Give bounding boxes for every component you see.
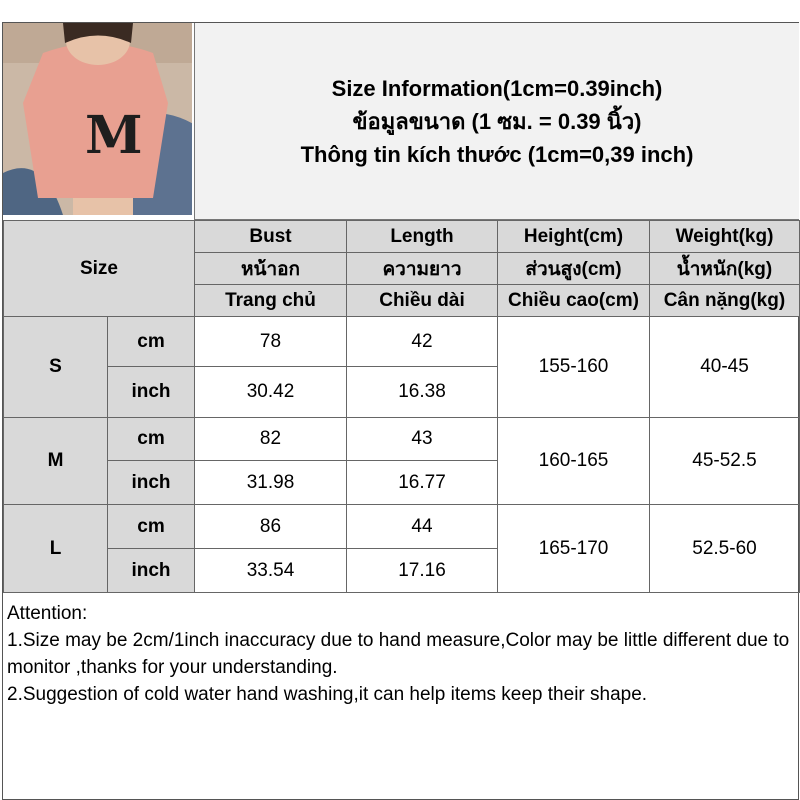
product-photo-illustration — [3, 23, 192, 215]
table-row — [4, 418, 800, 461]
col-bust-en: Bust — [195, 221, 347, 253]
unit-inch: inch — [108, 367, 195, 418]
size-label-l: L — [4, 505, 108, 593]
col-length-en: Length — [347, 221, 498, 253]
col-height-th: ส่วนสูง(cm) — [498, 253, 650, 285]
note-measurement: 1.Size may be 2cm/1inch inaccuracy due to hand measure,Color may be little different due to monitor ,thanks for your understanding. — [7, 630, 790, 678]
col-bust-th: หน้าอก — [195, 253, 347, 285]
unit-cm: cm — [108, 418, 195, 461]
size-info-header — [194, 23, 799, 220]
length-cm-cell: 43 — [347, 418, 498, 461]
col-length-th: ความยาว — [347, 253, 498, 285]
length-inch-cell: 16.77 — [347, 461, 498, 505]
length-inch-cell: 17.16 — [347, 549, 498, 593]
weight-cell: 52.5-60 — [650, 505, 800, 593]
table-row — [4, 505, 800, 549]
weight-cell: 45-52.5 — [650, 418, 800, 505]
header-line-vietnamese: Thông tin kích thước (1cm=0,39 inch) — [300, 141, 694, 167]
bust-cm-cell: 78 — [195, 317, 347, 367]
unit-cm: cm — [108, 505, 195, 549]
note-washing: 2.Suggestion of cold water hand washing,it can help items keep their shape. — [7, 684, 648, 705]
weight-cell: 40-45 — [650, 317, 800, 418]
bust-inch-cell: 30.42 — [195, 367, 347, 418]
length-cm-cell: 42 — [347, 317, 498, 367]
col-weight-en: Weight(kg) — [650, 221, 800, 253]
col-bust-vi: Trang chủ — [195, 285, 347, 317]
bust-inch-cell: 33.54 — [195, 549, 347, 593]
unit-cm: cm — [108, 317, 195, 367]
height-cell: 155-160 — [498, 317, 650, 418]
col-height-en: Height(cm) — [498, 221, 650, 253]
attention-notes — [3, 598, 798, 798]
length-cm-cell: 44 — [347, 505, 498, 549]
height-cell: 165-170 — [498, 505, 650, 593]
length-inch-cell: 16.38 — [347, 367, 498, 418]
notes-title: Attention: — [7, 603, 88, 624]
header-line-thai: ข้อมูลขนาด (1 ซม. = 0.39 นิ้ว) — [352, 108, 642, 134]
shirt-letter: M — [85, 105, 143, 166]
col-weight-th: น้ำหนัก(kg) — [650, 253, 800, 285]
size-label-s: S — [4, 317, 108, 418]
bust-cm-cell: 82 — [195, 418, 347, 461]
bust-inch-cell: 31.98 — [195, 461, 347, 505]
unit-inch: inch — [108, 461, 195, 505]
col-height-vi: Chiều cao(cm) — [498, 285, 650, 317]
size-table — [3, 220, 800, 593]
height-cell: 160-165 — [498, 418, 650, 505]
col-length-vi: Chiều dài — [347, 285, 498, 317]
size-column-title: Size — [4, 221, 195, 317]
product-photo — [3, 23, 192, 215]
size-label-m: M — [4, 418, 108, 505]
table-row — [4, 317, 800, 367]
header-row-english — [4, 221, 800, 253]
header-line-english: Size Information(1cm=0.39inch) — [331, 75, 663, 101]
col-weight-vi: Cân nặng(kg) — [650, 285, 800, 317]
unit-inch: inch — [108, 549, 195, 593]
bust-cm-cell: 86 — [195, 505, 347, 549]
